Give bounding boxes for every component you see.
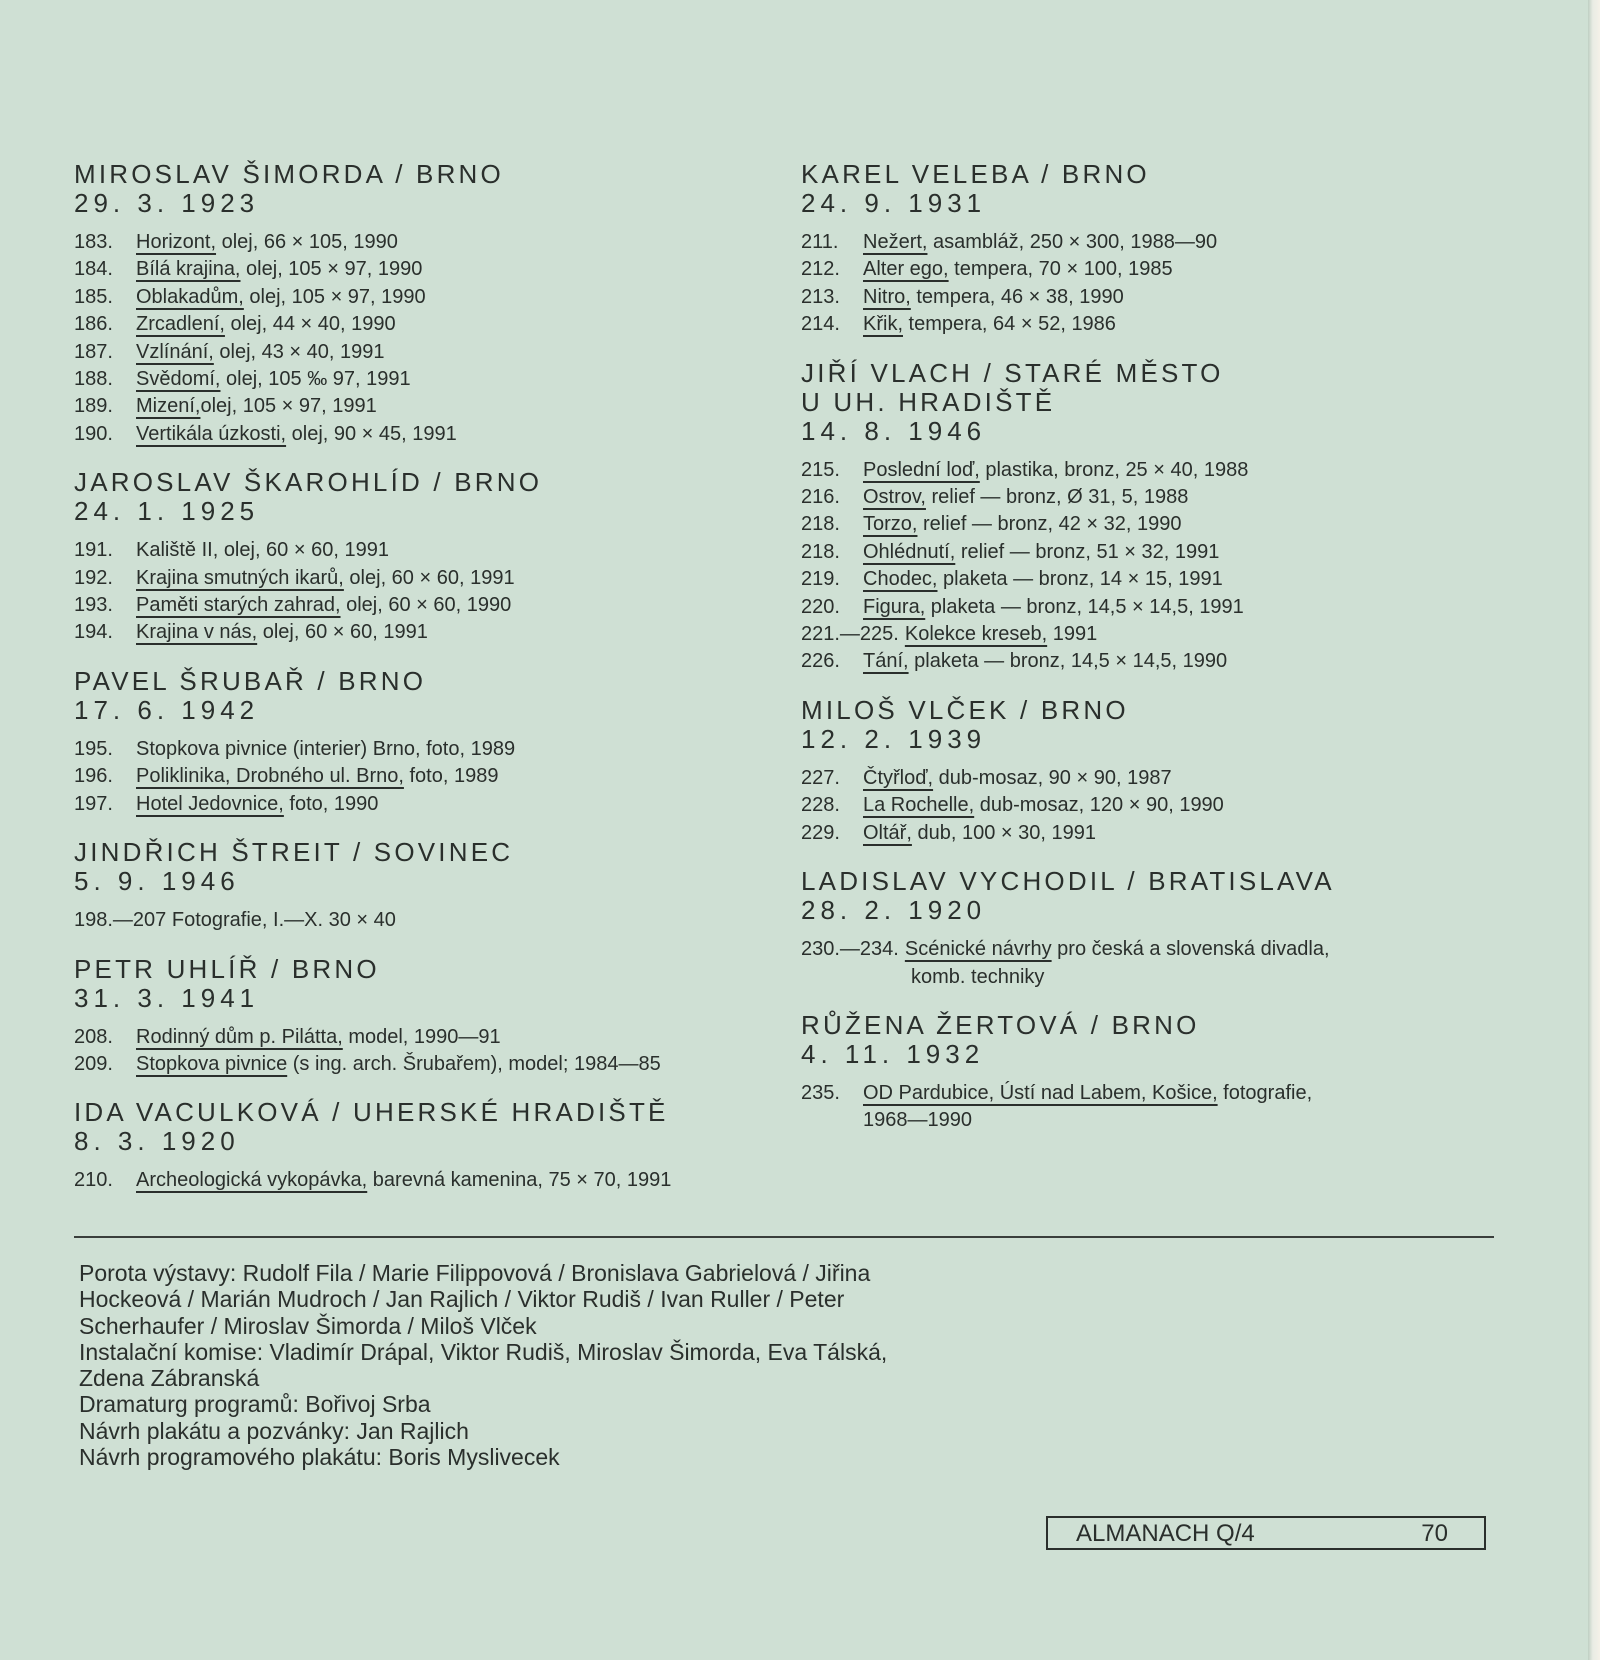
credit-line: Návrh programového plakátu: Boris Myslivecek <box>79 1444 560 1471</box>
works-list <box>801 229 1501 339</box>
artist-entry <box>74 838 754 934</box>
work-number: 214. <box>801 313 840 336</box>
work-description <box>863 566 1223 593</box>
work-item <box>74 229 754 256</box>
work-description <box>136 1167 671 1194</box>
artist-birth-date: 31. 3. 1941 <box>74 982 260 1013</box>
work-title: Nežert, <box>863 231 928 253</box>
work-item <box>74 339 754 366</box>
work-title: OD Pardubice, Ústí nad Labem, Košice, <box>863 1081 1218 1104</box>
work-description <box>863 765 1172 792</box>
work-title: Mizení, <box>136 395 201 418</box>
work-details: olej, 43 × 40, 1991 <box>213 340 385 363</box>
work-number: 208. <box>74 1025 113 1048</box>
work-number: 219. <box>801 568 840 591</box>
work-item <box>801 311 1501 338</box>
artist-name-continued: U UH. HRADIŠTĚ <box>801 386 1056 417</box>
work-title: Rodinný dům p. Pilátta, <box>136 1025 343 1048</box>
footer-title: ALMANACH Q/4 <box>1076 1520 1255 1547</box>
work-title: Kolekce kreseb, <box>904 623 1048 646</box>
work-title: Scénické návrhy <box>904 938 1052 961</box>
works-list <box>801 936 1501 991</box>
work-number: 185. <box>74 285 113 308</box>
work-description <box>905 936 1330 963</box>
works-list <box>74 1167 754 1194</box>
work-details: foto, 1990 <box>283 792 379 815</box>
work-number: 183. <box>74 231 113 253</box>
work-item <box>74 311 754 338</box>
artist-name: JAROSLAV ŠKAROHLÍD / BRNO <box>74 467 543 498</box>
work-details: Stopkova pivnice (interier) Brno, foto, 1989 <box>136 737 516 760</box>
work-details: Kaliště II, olej, 60 × 60, 1991 <box>136 539 389 562</box>
work-details: model, 1990—91 <box>342 1025 501 1048</box>
work-title: Nitro, <box>863 285 911 308</box>
artist-name: JINDŘICH ŠTREIT / SOVINEC <box>74 837 514 868</box>
work-details: relief — bronz, Ø 31, 5, 1988 <box>925 486 1189 509</box>
works-list <box>74 1024 754 1079</box>
work-number: 194. <box>74 621 113 644</box>
work-description <box>863 256 1173 283</box>
work-title: Ostrov, <box>863 486 926 509</box>
work-details: asambláž, 250 × 300, 1988—90 <box>927 231 1218 253</box>
work-item <box>801 284 1501 311</box>
work-item <box>801 539 1501 566</box>
work-item <box>801 566 1501 593</box>
work-details: 1991 <box>1047 623 1098 646</box>
work-item <box>74 393 754 420</box>
work-item <box>801 1107 1501 1134</box>
work-item <box>74 1167 754 1194</box>
artist-birth-date: 28. 2. 1920 <box>801 895 987 926</box>
work-number: 191. <box>74 539 113 562</box>
work-description <box>863 539 1219 566</box>
work-description <box>863 229 1217 256</box>
work-details: olej, 105 × 97, 1990 <box>243 285 426 308</box>
artist-name: IDA VACULKOVÁ / UHERSKÉ HRADIŠTĚ <box>74 1097 669 1128</box>
work-number: 196. <box>74 765 113 788</box>
page-number: 70 <box>1421 1520 1448 1547</box>
work-number: 218. <box>801 513 840 536</box>
work-details: dub-mosaz, 90 × 90, 1987 <box>933 766 1172 789</box>
work-number: 188. <box>74 368 113 391</box>
work-details: olej, 90 × 45, 1991 <box>286 422 457 445</box>
work-item <box>801 457 1501 484</box>
works-list <box>801 1080 1501 1135</box>
work-details: tempera, 70 × 100, 1985 <box>948 258 1173 281</box>
work-item <box>801 621 1501 648</box>
work-number: 189. <box>74 395 113 418</box>
work-details: plastika, bronz, 25 × 40, 1988 <box>979 458 1249 481</box>
work-details: komb. techniky <box>911 965 1045 988</box>
right-column <box>801 160 1501 1155</box>
work-number: 192. <box>74 566 113 589</box>
work-description <box>136 393 377 420</box>
work-title: Archeologická vykopávka, <box>136 1169 368 1192</box>
work-description <box>74 907 396 934</box>
work-title: Zrcadlení, <box>136 313 225 336</box>
credit-line: Dramaturg programů: Bořivoj Srba <box>79 1391 431 1418</box>
works-list <box>74 537 754 647</box>
artist-birth-date: 4. 11. 1932 <box>801 1038 985 1069</box>
work-item <box>801 484 1501 511</box>
page-edge <box>1588 0 1600 1660</box>
work-description <box>863 1107 972 1134</box>
work-description <box>863 284 1124 311</box>
artist-entry <box>801 1011 1501 1135</box>
work-number: 186. <box>74 313 113 336</box>
work-description <box>863 820 1096 847</box>
artist-name: PAVEL ŠRUBAŘ / BRNO <box>74 665 427 696</box>
work-title: Oblakadům, <box>136 285 244 308</box>
work-item <box>801 594 1501 621</box>
work-number: 211. <box>801 231 839 253</box>
artist-birth-date: 24. 9. 1931 <box>801 188 987 218</box>
work-description <box>863 1080 1312 1107</box>
work-item <box>74 736 754 763</box>
work-details: 1968—1990 <box>863 1109 972 1132</box>
work-details: olej, 105 ‰ 97, 1991 <box>220 368 411 391</box>
work-details: 198.—207 Fotografie, I.—X. 30 × 40 <box>74 909 396 932</box>
work-description <box>136 284 426 311</box>
work-number: 193. <box>74 594 113 617</box>
work-description <box>863 457 1248 484</box>
work-number: 213. <box>801 285 840 308</box>
work-title: Krajina smutných ikarů, <box>136 566 344 589</box>
divider-rule <box>74 1236 1494 1238</box>
work-number: 215. <box>801 458 840 481</box>
work-title: Paměti starých zahrad, <box>136 594 341 617</box>
work-description <box>911 964 1044 991</box>
work-item <box>74 791 754 818</box>
work-item <box>801 511 1501 538</box>
work-item <box>801 648 1501 675</box>
artist-name: MIROSLAV ŠIMORDA / BRNO <box>74 159 504 189</box>
work-item <box>74 592 754 619</box>
work-item <box>74 763 754 790</box>
work-title: Oltář, <box>863 821 912 844</box>
artist-entry <box>74 955 754 1079</box>
artist-name: PETR UHLÍŘ / BRNO <box>74 953 380 984</box>
work-title: Poliklinika, Drobného ul. Brno, <box>136 765 404 788</box>
work-number: 190. <box>74 422 113 445</box>
artist-birth-date: 24. 1. 1925 <box>74 496 260 527</box>
artist-birth-date: 17. 6. 1942 <box>74 694 260 725</box>
work-description <box>136 619 428 646</box>
work-details: dub, 100 × 30, 1991 <box>911 821 1096 844</box>
artist-name: JIŘÍ VLACH / STARÉ MĚSTO <box>801 357 1224 388</box>
work-item <box>74 284 754 311</box>
work-details: olej, 105 × 97, 1990 <box>240 258 423 281</box>
work-title: La Rochelle, <box>863 794 975 817</box>
credit-line: Návrh plakátu a pozvánky: Jan Rajlich <box>79 1417 469 1444</box>
credit-line: Porota výstavy: Rudolf Fila / Marie Filippovová / Bronislava Gabrielová / Jiřina <box>79 1260 871 1286</box>
work-item <box>801 820 1501 847</box>
work-number: 220. <box>801 595 840 618</box>
work-title: Alter ego, <box>863 258 949 281</box>
credit-line: Hockeová / Marián Mudroch / Jan Rajlich / Viktor Rudiš / Ivan Ruller / Peter <box>79 1286 845 1313</box>
work-item <box>74 421 754 448</box>
work-details: pro česká a slovenská divadla, <box>1051 938 1330 961</box>
work-number: 197. <box>74 792 113 815</box>
work-details: tempera, 46 × 38, 1990 <box>910 285 1124 308</box>
artist-entry <box>74 468 754 647</box>
work-item <box>801 964 1501 991</box>
artist-entry <box>801 696 1501 847</box>
work-title: Krajina v nás, <box>136 621 258 644</box>
work-item <box>74 565 754 592</box>
works-list <box>74 907 754 934</box>
work-description <box>136 565 515 592</box>
work-number: 210. <box>74 1169 113 1192</box>
work-item <box>74 256 754 283</box>
credit-line: Instalační komise: Vladimír Drápal, Viktor Rudiš, Miroslav Šimorda, Eva Tálská, <box>79 1338 888 1365</box>
artist-birth-date: 5. 9. 1946 <box>74 866 240 897</box>
work-item <box>801 792 1501 819</box>
work-item <box>801 229 1501 256</box>
work-details: barevná kamenina, 75 × 70, 1991 <box>367 1169 672 1192</box>
artist-birth-date: 8. 3. 1920 <box>74 1126 240 1157</box>
work-number: 235. <box>801 1081 840 1104</box>
work-description <box>136 1051 661 1078</box>
work-description <box>863 511 1182 538</box>
artist-birth-date: 12. 2. 1939 <box>801 723 987 754</box>
work-title: Stopkova pivnice <box>136 1052 288 1075</box>
works-list <box>74 736 754 818</box>
work-description <box>863 792 1224 819</box>
work-description <box>136 229 398 256</box>
work-details: olej, 44 × 40, 1990 <box>224 313 396 336</box>
work-item <box>801 936 1501 963</box>
work-details: relief — bronz, 42 × 32, 1990 <box>917 513 1182 536</box>
work-number: 195. <box>74 737 113 760</box>
work-description <box>905 621 1097 648</box>
work-details: olej, 66 × 105, 1990 <box>216 231 398 253</box>
work-item <box>74 619 754 646</box>
work-details: dub-mosaz, 120 × 90, 1990 <box>974 794 1224 817</box>
work-description <box>863 484 1188 511</box>
work-details: plaketa — bronz, 14 × 15, 1991 <box>937 568 1223 591</box>
work-title: Tání, <box>863 650 909 673</box>
work-title: Ohlédnutí, <box>863 540 956 563</box>
work-number: 184. <box>74 258 113 281</box>
work-title: Horizont, <box>136 231 217 253</box>
work-title: Hotel Jedovnice, <box>136 792 284 815</box>
work-number: 221.—225. <box>801 623 899 646</box>
work-number: 218. <box>801 540 840 563</box>
work-title: Vzlínání, <box>136 340 214 363</box>
work-details: relief — bronz, 51 × 32, 1991 <box>955 540 1220 563</box>
work-details: (s ing. arch. Šrubařem), model; 1984—85 <box>287 1052 661 1075</box>
artist-name: RŮŽENA ŽERTOVÁ / BRNO <box>801 1009 1200 1040</box>
artist-name: LADISLAV VYCHODIL / BRATISLAVA <box>801 866 1335 897</box>
work-title: Figura, <box>863 595 926 618</box>
work-number: 209. <box>74 1052 113 1075</box>
work-title: Vertikála úzkosti, <box>136 422 287 445</box>
artist-entry <box>801 359 1501 676</box>
work-number: 226. <box>801 650 840 673</box>
work-description <box>863 311 1116 338</box>
artist-entry <box>801 160 1501 339</box>
work-description <box>136 537 389 564</box>
work-description <box>863 594 1244 621</box>
work-details: olej, 60 × 60, 1991 <box>257 621 428 644</box>
work-description <box>136 256 422 283</box>
credit-line: Scherhaufer / Miroslav Šimorda / Miloš Vlček <box>79 1312 537 1339</box>
artist-entry <box>74 667 754 818</box>
artist-birth-date: 29. 3. 1923 <box>74 188 260 218</box>
work-title: Chodec, <box>863 568 938 591</box>
works-list <box>801 457 1501 676</box>
work-item <box>801 765 1501 792</box>
work-description <box>863 648 1227 675</box>
left-column <box>74 160 754 1215</box>
work-number: 227. <box>801 766 840 789</box>
credit-line: Zdena Zábranská <box>79 1365 260 1392</box>
work-details: olej, 60 × 60, 1990 <box>340 594 512 617</box>
work-number: 187. <box>74 340 113 363</box>
works-list <box>801 765 1501 847</box>
work-item <box>801 1080 1501 1107</box>
artist-name: KAREL VELEBA / BRNO <box>801 159 1150 189</box>
footer-box <box>1046 1516 1486 1550</box>
work-description <box>136 1024 501 1051</box>
work-description <box>136 763 498 790</box>
work-title: Bílá krajina, <box>136 258 241 281</box>
work-title: Křik, <box>863 313 903 336</box>
work-item <box>74 537 754 564</box>
work-description <box>136 366 411 393</box>
work-title: Torzo, <box>863 513 918 536</box>
work-description <box>136 421 457 448</box>
artist-birth-date: 14. 8. 1946 <box>801 415 987 446</box>
credits <box>79 1260 979 1470</box>
work-details: plaketa — bronz, 14,5 × 14,5, 1990 <box>908 650 1228 673</box>
work-details: olej, 60 × 60, 1991 <box>343 566 515 589</box>
work-title: Svědomí, <box>136 368 221 391</box>
work-title: Poslední loď, <box>863 458 980 481</box>
work-details: olej, 105 × 97, 1991 <box>200 395 377 418</box>
artist-name: MILOŠ VLČEK / BRNO <box>801 694 1129 725</box>
work-number: 228. <box>801 794 840 817</box>
works-list <box>74 229 754 448</box>
work-number: 230.—234. <box>801 938 899 961</box>
work-description <box>136 339 385 366</box>
artist-entry <box>74 160 754 448</box>
work-number: 212. <box>801 258 840 281</box>
work-details: foto, 1989 <box>403 765 499 788</box>
work-number: 216. <box>801 486 840 509</box>
work-description <box>136 736 515 763</box>
work-description <box>136 791 378 818</box>
work-item <box>74 366 754 393</box>
work-title: Čtyřloď, <box>863 766 934 789</box>
work-number: 229. <box>801 821 840 844</box>
work-details: fotografie, <box>1217 1081 1313 1104</box>
artist-entry <box>74 1098 754 1194</box>
work-item <box>801 256 1501 283</box>
work-item <box>74 1024 754 1051</box>
artist-entry <box>801 867 1501 991</box>
work-item <box>74 1051 754 1078</box>
work-description <box>136 311 396 338</box>
work-details: tempera, 64 × 52, 1986 <box>903 313 1116 336</box>
work-description <box>136 592 511 619</box>
work-item <box>74 907 754 934</box>
work-details: plaketa — bronz, 14,5 × 14,5, 1991 <box>925 595 1244 618</box>
